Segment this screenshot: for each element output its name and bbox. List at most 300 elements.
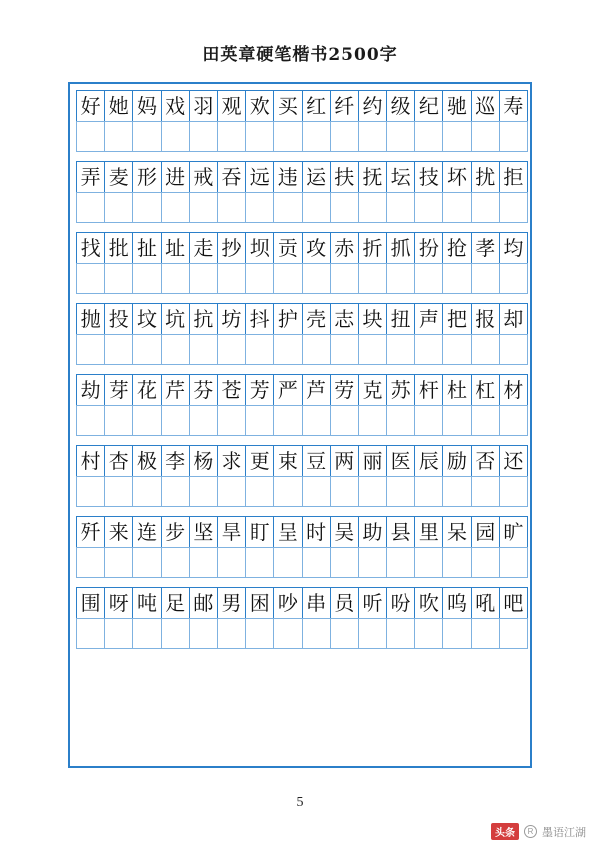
blank-cell [132, 618, 161, 650]
character-glyph: 赤 [334, 235, 355, 260]
blank-cell [132, 192, 161, 224]
character-glyph: 串 [306, 590, 327, 615]
character-row [76, 303, 528, 335]
blank-cell [414, 192, 443, 224]
character-cell [273, 232, 302, 264]
character-glyph: 县 [390, 519, 411, 544]
character-glyph: 走 [193, 235, 214, 260]
character-glyph: 芳 [249, 377, 270, 402]
character-cell [386, 161, 415, 193]
character-glyph: 坑 [165, 306, 186, 331]
character-glyph: 妈 [136, 93, 157, 118]
character-cell [330, 516, 359, 548]
character-glyph: 好 [80, 93, 101, 118]
character-cell [76, 90, 105, 122]
practice-block [76, 587, 524, 649]
character-glyph: 孝 [475, 235, 496, 260]
blank-cell [217, 405, 246, 437]
character-glyph: 运 [306, 164, 327, 189]
blank-cell [273, 618, 302, 650]
character-glyph: 苍 [221, 377, 242, 402]
character-glyph: 旷 [503, 519, 524, 544]
character-glyph: 更 [249, 448, 270, 473]
character-glyph: 批 [108, 235, 129, 260]
character-cell [104, 445, 133, 477]
character-glyph: 园 [475, 519, 496, 544]
blank-cell [471, 618, 500, 650]
character-cell [189, 232, 218, 264]
blank-cell [161, 405, 190, 437]
character-glyph: 苏 [390, 377, 411, 402]
character-cell [358, 232, 387, 264]
blank-cell [302, 121, 331, 153]
character-cell [442, 303, 471, 335]
blank-cell [161, 334, 190, 366]
character-cell [358, 374, 387, 406]
character-cell [499, 587, 528, 619]
character-glyph: 花 [136, 377, 157, 402]
blank-cell [245, 405, 274, 437]
character-glyph: 欢 [249, 93, 270, 118]
character-glyph: 李 [165, 448, 186, 473]
character-glyph: 劫 [80, 377, 101, 402]
character-glyph: 坝 [249, 235, 270, 260]
character-glyph: 抗 [193, 306, 214, 331]
character-cell [358, 445, 387, 477]
character-cell [330, 587, 359, 619]
character-glyph: 围 [80, 590, 101, 615]
blank-cell [386, 263, 415, 295]
character-cell [161, 516, 190, 548]
blank-cell [414, 121, 443, 153]
watermark [491, 823, 586, 840]
character-cell [471, 161, 500, 193]
character-glyph: 坛 [390, 164, 411, 189]
character-glyph: 励 [447, 448, 468, 473]
character-cell [414, 587, 443, 619]
character-cell [189, 587, 218, 619]
character-cell [273, 516, 302, 548]
character-row [76, 516, 528, 548]
character-cell [245, 232, 274, 264]
character-cell [76, 232, 105, 264]
character-glyph: 巡 [475, 93, 496, 118]
blank-cell [471, 263, 500, 295]
character-glyph: 抓 [390, 235, 411, 260]
character-glyph: 坟 [136, 306, 157, 331]
blank-cell [330, 405, 359, 437]
blank-cell [132, 476, 161, 508]
character-cell [161, 587, 190, 619]
character-glyph: 丽 [362, 448, 383, 473]
character-glyph: 辰 [418, 448, 439, 473]
character-glyph: 声 [418, 306, 439, 331]
character-row [76, 90, 528, 122]
character-glyph: 医 [390, 448, 411, 473]
blank-cell [132, 547, 161, 579]
character-glyph: 听 [362, 590, 383, 615]
blank-cell [132, 334, 161, 366]
blank-cell [499, 405, 528, 437]
character-glyph: 困 [249, 590, 270, 615]
blank-cell [471, 476, 500, 508]
character-cell [161, 445, 190, 477]
character-glyph: 村 [80, 448, 101, 473]
character-cell [104, 374, 133, 406]
character-glyph: 纤 [334, 93, 355, 118]
character-cell [471, 587, 500, 619]
character-cell [76, 161, 105, 193]
character-glyph: 抖 [249, 306, 270, 331]
character-glyph: 红 [306, 93, 327, 118]
character-cell [245, 303, 274, 335]
character-glyph: 形 [136, 164, 157, 189]
character-glyph: 连 [136, 519, 157, 544]
character-cell [302, 445, 331, 477]
character-cell [161, 232, 190, 264]
character-glyph: 把 [447, 306, 468, 331]
blank-cell [442, 121, 471, 153]
character-glyph: 戒 [193, 164, 214, 189]
character-cell [499, 232, 528, 264]
blank-cell [104, 547, 133, 579]
blank-cell [386, 547, 415, 579]
character-glyph: 寿 [503, 93, 524, 118]
character-cell [273, 161, 302, 193]
character-cell [132, 161, 161, 193]
character-glyph: 抄 [221, 235, 242, 260]
character-glyph: 极 [136, 448, 157, 473]
character-glyph: 吨 [136, 590, 157, 615]
blank-cell [302, 334, 331, 366]
blank-cell [499, 263, 528, 295]
blank-cell [499, 547, 528, 579]
blank-cell [76, 547, 105, 579]
blank-cell [273, 476, 302, 508]
character-glyph: 吹 [418, 590, 439, 615]
blank-cell [302, 405, 331, 437]
character-glyph: 却 [503, 306, 524, 331]
blank-cell [414, 476, 443, 508]
character-cell [358, 303, 387, 335]
character-glyph: 求 [221, 448, 242, 473]
character-glyph: 杆 [418, 377, 439, 402]
blank-cell [217, 334, 246, 366]
character-glyph: 两 [334, 448, 355, 473]
blank-cell [471, 334, 500, 366]
blank-cell [499, 334, 528, 366]
blank-cell [161, 476, 190, 508]
blank-cell [189, 334, 218, 366]
blank-cell [76, 121, 105, 153]
blank-cell [302, 618, 331, 650]
blank-cell [104, 121, 133, 153]
blank-cell [358, 618, 387, 650]
blank-cell [104, 476, 133, 508]
blank-practice-row [76, 263, 528, 295]
character-glyph: 严 [277, 377, 298, 402]
blank-cell [499, 121, 528, 153]
character-cell [189, 90, 218, 122]
character-glyph: 扰 [475, 164, 496, 189]
character-glyph: 呈 [277, 519, 298, 544]
character-cell [302, 303, 331, 335]
character-cell [273, 90, 302, 122]
character-cell [132, 445, 161, 477]
blank-cell [386, 334, 415, 366]
character-glyph: 来 [108, 519, 129, 544]
character-glyph: 坚 [193, 519, 214, 544]
character-glyph: 驰 [447, 93, 468, 118]
character-glyph: 弄 [80, 164, 101, 189]
character-cell [104, 90, 133, 122]
character-cell [471, 303, 500, 335]
character-cell [442, 90, 471, 122]
blank-cell [245, 192, 274, 224]
character-cell [217, 161, 246, 193]
character-glyph: 材 [503, 377, 524, 402]
blank-cell [104, 192, 133, 224]
character-cell [302, 161, 331, 193]
character-glyph: 豆 [306, 448, 327, 473]
blank-cell [330, 192, 359, 224]
character-cell [217, 303, 246, 335]
blank-practice-row [76, 618, 528, 650]
blank-cell [189, 405, 218, 437]
blank-cell [245, 263, 274, 295]
character-glyph: 报 [475, 306, 496, 331]
character-cell [132, 303, 161, 335]
character-glyph: 杨 [193, 448, 214, 473]
character-cell [330, 232, 359, 264]
blank-cell [330, 121, 359, 153]
character-glyph: 员 [334, 590, 355, 615]
character-cell [442, 161, 471, 193]
character-cell [386, 303, 415, 335]
character-cell [442, 232, 471, 264]
character-row [76, 587, 528, 619]
blank-cell [302, 547, 331, 579]
practice-sheet [68, 82, 532, 768]
character-glyph: 纪 [418, 93, 439, 118]
character-cell [217, 374, 246, 406]
blank-cell [386, 405, 415, 437]
character-cell [76, 303, 105, 335]
blank-cell [442, 547, 471, 579]
character-glyph: 均 [503, 235, 524, 260]
character-cell [442, 516, 471, 548]
blank-cell [330, 334, 359, 366]
blank-cell [104, 618, 133, 650]
character-glyph: 投 [108, 306, 129, 331]
character-cell [414, 303, 443, 335]
character-cell [245, 445, 274, 477]
character-cell [132, 587, 161, 619]
character-cell [104, 303, 133, 335]
blank-cell [414, 618, 443, 650]
character-cell [442, 445, 471, 477]
character-cell [161, 374, 190, 406]
character-cell [330, 445, 359, 477]
character-cell [414, 374, 443, 406]
character-cell [471, 232, 500, 264]
character-glyph: 抛 [80, 306, 101, 331]
blank-practice-row [76, 476, 528, 508]
character-glyph: 她 [108, 93, 129, 118]
blank-cell [104, 334, 133, 366]
character-cell [217, 587, 246, 619]
character-cell [161, 303, 190, 335]
practice-block [76, 303, 524, 365]
character-cell [358, 161, 387, 193]
character-glyph: 否 [475, 448, 496, 473]
character-cell [302, 232, 331, 264]
character-row [76, 161, 528, 193]
character-glyph: 扮 [418, 235, 439, 260]
character-glyph: 进 [165, 164, 186, 189]
blank-practice-row [76, 121, 528, 153]
blank-practice-row [76, 547, 528, 579]
blank-cell [273, 263, 302, 295]
blank-cell [189, 192, 218, 224]
character-glyph: 扶 [334, 164, 355, 189]
character-glyph: 抚 [362, 164, 383, 189]
blank-cell [76, 334, 105, 366]
blank-cell [386, 121, 415, 153]
character-glyph: 芬 [193, 377, 214, 402]
character-glyph: 芦 [306, 377, 327, 402]
character-glyph: 助 [362, 519, 383, 544]
character-glyph: 坏 [447, 164, 468, 189]
character-cell [76, 445, 105, 477]
character-cell [386, 516, 415, 548]
character-glyph: 盯 [249, 519, 270, 544]
blank-cell [414, 263, 443, 295]
character-glyph: 远 [249, 164, 270, 189]
character-glyph: 呜 [447, 590, 468, 615]
registered-mark-icon: R [524, 825, 537, 838]
character-glyph: 违 [277, 164, 298, 189]
blank-cell [189, 618, 218, 650]
character-cell [386, 587, 415, 619]
character-glyph: 吞 [221, 164, 242, 189]
character-glyph: 址 [165, 235, 186, 260]
blank-cell [499, 476, 528, 508]
toutiao-logo: 头条 [491, 823, 519, 840]
practice-block [76, 516, 524, 578]
character-cell [330, 303, 359, 335]
blank-cell [302, 476, 331, 508]
character-glyph: 志 [334, 306, 355, 331]
character-cell [471, 90, 500, 122]
character-glyph: 男 [221, 590, 242, 615]
character-cell [217, 232, 246, 264]
character-cell [76, 516, 105, 548]
character-cell [499, 374, 528, 406]
practice-block [76, 232, 524, 294]
blank-cell [132, 263, 161, 295]
character-glyph: 扭 [390, 306, 411, 331]
character-glyph: 拒 [503, 164, 524, 189]
character-cell [189, 445, 218, 477]
character-cell [330, 374, 359, 406]
character-cell [414, 516, 443, 548]
blank-cell [161, 192, 190, 224]
blank-cell [189, 547, 218, 579]
character-cell [104, 161, 133, 193]
character-cell [386, 374, 415, 406]
character-glyph: 邮 [193, 590, 214, 615]
character-cell [245, 161, 274, 193]
character-cell [161, 90, 190, 122]
blank-cell [330, 476, 359, 508]
blank-cell [358, 476, 387, 508]
character-cell [499, 161, 528, 193]
blank-cell [161, 263, 190, 295]
blank-cell [330, 618, 359, 650]
character-cell [386, 232, 415, 264]
blank-practice-row [76, 334, 528, 366]
character-cell [132, 232, 161, 264]
blank-cell [161, 121, 190, 153]
blank-cell [217, 618, 246, 650]
blank-cell [132, 405, 161, 437]
blank-cell [245, 476, 274, 508]
watermark-text: 墨语江湖 [542, 826, 586, 839]
blank-cell [104, 263, 133, 295]
character-glyph: 羽 [193, 93, 214, 118]
character-cell [273, 587, 302, 619]
character-cell [104, 232, 133, 264]
blank-cell [273, 405, 302, 437]
blank-cell [273, 192, 302, 224]
character-cell [471, 516, 500, 548]
character-cell [386, 90, 415, 122]
character-glyph: 还 [503, 448, 524, 473]
blank-cell [358, 263, 387, 295]
character-cell [358, 516, 387, 548]
blank-cell [245, 547, 274, 579]
character-cell [442, 374, 471, 406]
blank-cell [273, 334, 302, 366]
character-glyph: 杏 [108, 448, 129, 473]
character-glyph: 呀 [108, 590, 129, 615]
character-glyph: 里 [418, 519, 439, 544]
blank-cell [442, 476, 471, 508]
character-glyph: 旱 [221, 519, 242, 544]
character-cell [414, 161, 443, 193]
character-glyph: 杜 [447, 377, 468, 402]
character-glyph: 吵 [277, 590, 298, 615]
character-glyph: 歼 [80, 519, 101, 544]
character-glyph: 坊 [221, 306, 242, 331]
blank-cell [217, 121, 246, 153]
character-cell [132, 374, 161, 406]
character-glyph: 麦 [108, 164, 129, 189]
character-glyph: 技 [418, 164, 439, 189]
practice-block [76, 374, 524, 436]
character-glyph: 抢 [447, 235, 468, 260]
character-cell [76, 374, 105, 406]
character-glyph: 级 [390, 93, 411, 118]
character-glyph: 吧 [503, 590, 524, 615]
blank-cell [330, 547, 359, 579]
character-cell [189, 303, 218, 335]
character-cell [302, 90, 331, 122]
character-cell [358, 587, 387, 619]
character-cell [386, 445, 415, 477]
blank-cell [471, 547, 500, 579]
